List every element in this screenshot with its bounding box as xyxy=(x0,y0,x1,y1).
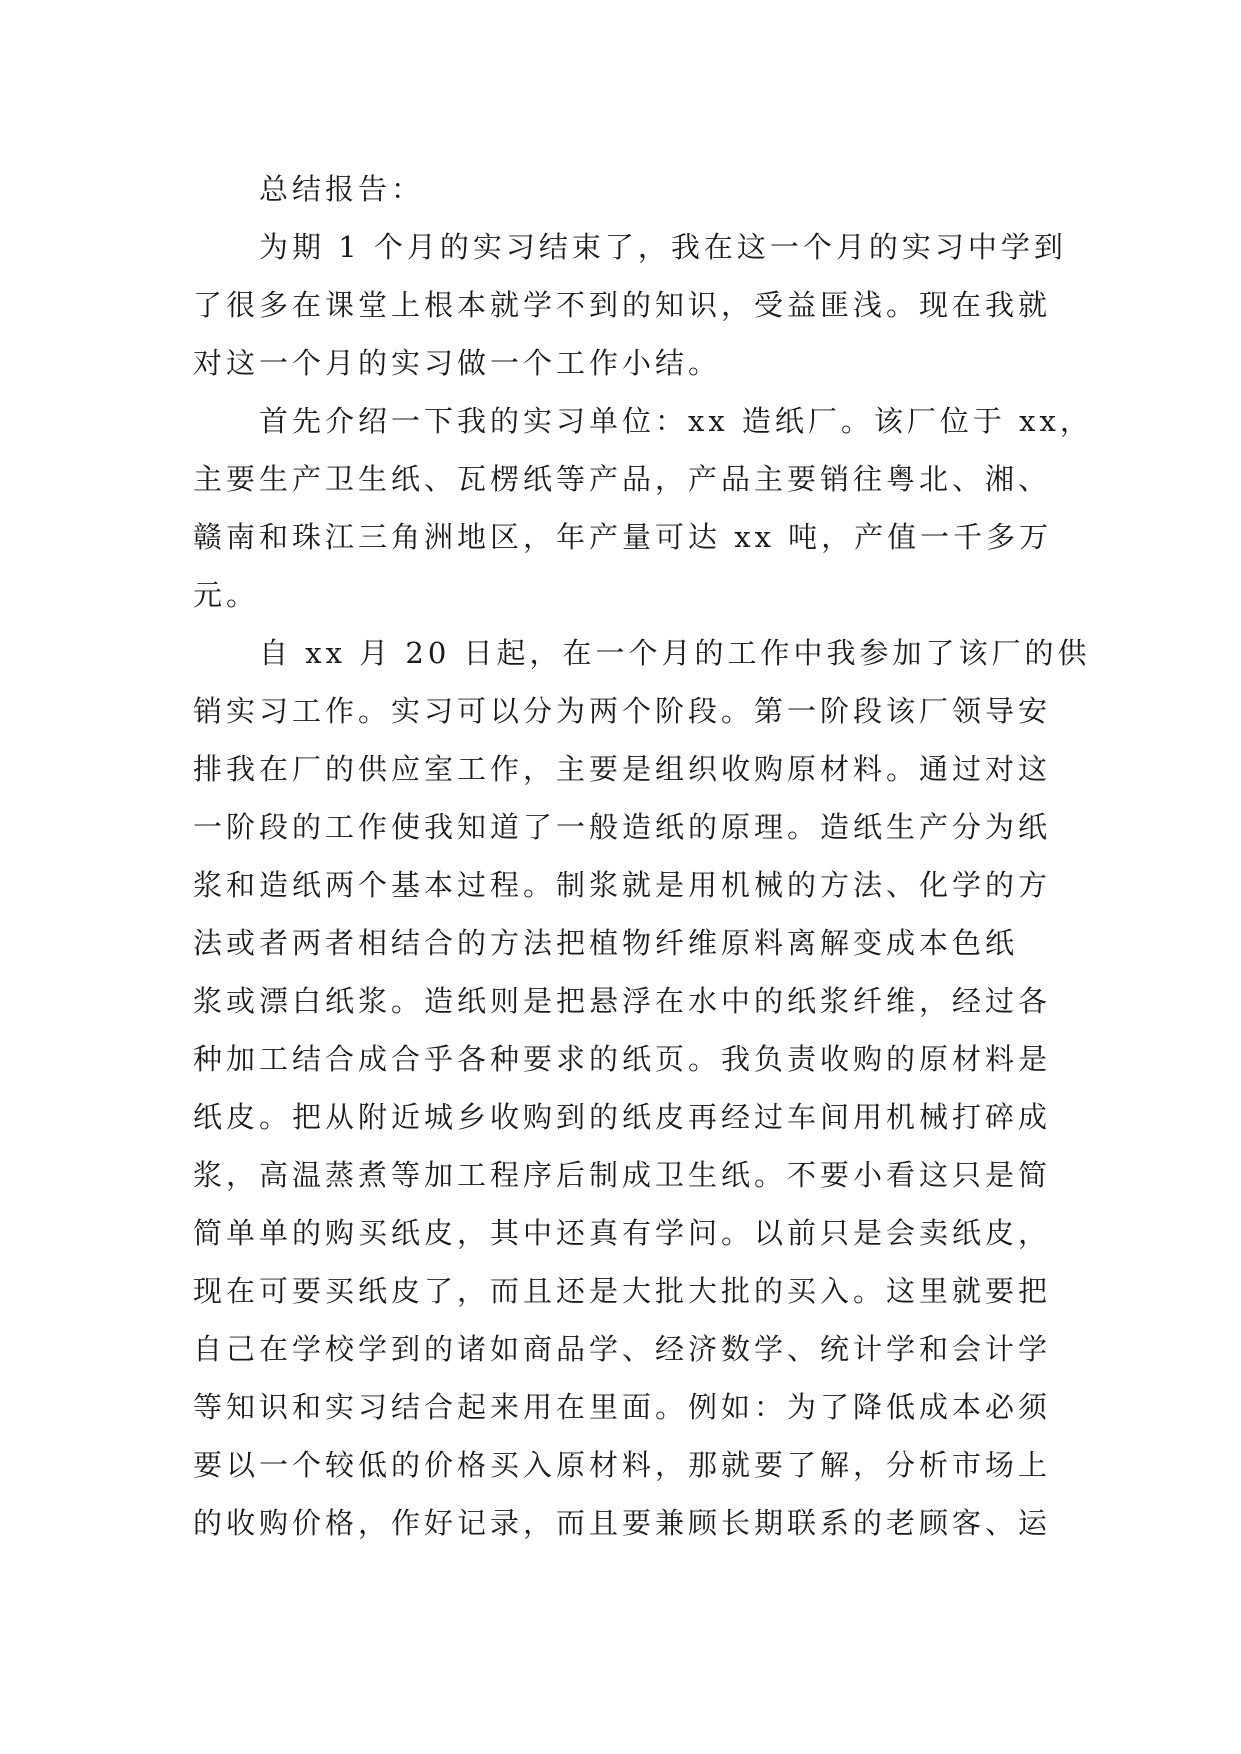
paragraph-line: 销实习工作。实习可以分为两个阶段。第一阶段该厂领导安 xyxy=(193,694,1052,728)
document-body xyxy=(193,160,1093,1552)
paragraph-line: 自己在学校学到的诸如商品学、经济数学、统计学和会计学 xyxy=(193,1332,1052,1366)
paragraph-line: 简单单的购买纸皮，其中还真有学问。以前只是会卖纸皮， xyxy=(193,1216,1052,1250)
paragraph-line: 等知识和实习结合起来用在里面。例如：为了降低成本必须 xyxy=(193,1390,1052,1424)
paragraph-line: 了很多在课堂上根本就学不到的知识，受益匪浅。现在我就 xyxy=(193,288,1052,322)
paragraph-line: 主要生产卫生纸、瓦楞纸等产品，产品主要销往粤北、湘、 xyxy=(193,462,1052,496)
paragraph-line: 自 xx 月 20 日起，在一个月的工作中我参加了该厂的供 xyxy=(259,636,1091,670)
paragraph-line: 纸皮。把从附近城乡收购到的纸皮再经过车间用机械打碎成 xyxy=(193,1100,1052,1134)
paragraph-line: 元。 xyxy=(193,578,260,612)
paragraph-line: 法或者两者相结合的方法把植物纤维原料离解变成本色纸 xyxy=(193,926,1019,960)
paragraph-line: 排我在厂的供应室工作，主要是组织收购原材料。通过对这 xyxy=(193,752,1052,786)
paragraph-line: 赣南和珠江三角洲地区，年产量可达 xx 吨，产值一千多万 xyxy=(193,520,1053,554)
paragraph-line: 要以一个较低的价格买入原材料，那就要了解，分析市场上 xyxy=(193,1448,1052,1482)
paragraph-line: 的收购价格，作好记录，而且要兼顾长期联系的老顾客、运 xyxy=(193,1506,1052,1540)
paragraph-line: 浆和造纸两个基本过程。制浆就是用机械的方法、化学的方 xyxy=(193,868,1052,902)
section-heading: 总结报告： xyxy=(259,172,425,206)
paragraph-line: 浆或漂白纸浆。造纸则是把悬浮在水中的纸浆纤维，经过各 xyxy=(193,984,1052,1018)
paragraph-line: 现在可要买纸皮了，而且还是大批大批的买入。这里就要把 xyxy=(193,1274,1052,1308)
paragraph-line: 种加工结合成合乎各种要求的纸页。我负责收购的原材料是 xyxy=(193,1042,1052,1076)
paragraph-line: 对这一个月的实习做一个工作小结。 xyxy=(193,346,722,380)
paragraph-line: 浆，高温蒸煮等加工程序后制成卫生纸。不要小看这只是简 xyxy=(193,1158,1052,1192)
paragraph-line: 首先介绍一下我的实习单位：xx 造纸厂。该厂位于 xx， xyxy=(259,404,1093,438)
paragraph-line: 为期 1 个月的实习结束了，我在这一个月的实习中学到 xyxy=(259,230,1067,264)
paragraph-line: 一阶段的工作使我知道了一般造纸的原理。造纸生产分为纸 xyxy=(193,810,1052,844)
